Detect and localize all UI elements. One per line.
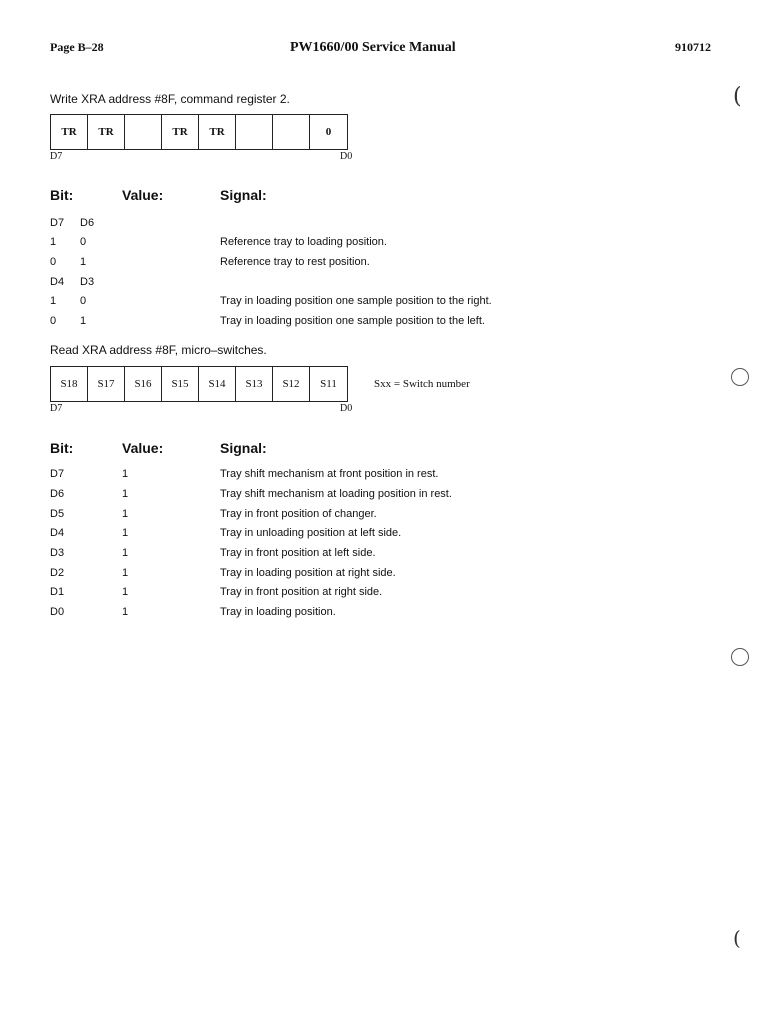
signal-text: Tray in loading position. (220, 606, 336, 618)
bit-value: 1 (122, 508, 129, 520)
bit-b: 1 (80, 315, 87, 327)
register-cell-d1 (273, 115, 310, 149)
signal-text: Tray in loading position one sample position to the right. (220, 295, 492, 307)
read-row (50, 606, 570, 622)
bit-label: D7 (50, 468, 65, 480)
bit-value: 1 (122, 547, 129, 559)
register-cell-d5: S16 (125, 367, 162, 401)
bit-label: D6 (50, 488, 65, 500)
write-register-diagram (50, 114, 348, 150)
bit-a: D7 (50, 217, 65, 229)
bit-value: 1 (122, 586, 129, 598)
bit-a: 1 (50, 295, 57, 307)
read-row (50, 527, 570, 543)
register-cell-d7: S18 (51, 367, 88, 401)
read-msb-label: D7 (50, 403, 63, 414)
page-number: Page B–28 (50, 40, 104, 54)
write-msb-label: D7 (50, 151, 63, 162)
bit-a: D4 (50, 276, 65, 288)
write-row (50, 217, 570, 233)
read-section-title: Read XRA address #8F, micro–switches. (50, 343, 267, 357)
read-col-signal: Signal: (220, 440, 267, 456)
signal-text: Tray shift mechanism at front position in rest. (220, 468, 439, 480)
binder-hole-icon (731, 648, 749, 666)
binder-mark-icon: ( (733, 926, 741, 950)
bit-b: D3 (80, 276, 95, 288)
signal-text: Tray shift mechanism at loading position in rest. (220, 488, 452, 500)
register-cell-d7: TR (51, 115, 88, 149)
write-row (50, 295, 570, 311)
register-cell-d4: S15 (162, 367, 199, 401)
register-cell-d6: S17 (88, 367, 125, 401)
register-cell-d1: S12 (273, 367, 310, 401)
register-cell-d6: TR (88, 115, 125, 149)
signal-text: Tray in loading position one sample position to the left. (220, 315, 485, 327)
bit-value: 1 (122, 606, 129, 618)
write-col-bit: Bit: (50, 187, 74, 203)
write-row (50, 256, 570, 272)
signal-text: Tray in front position at right side. (220, 586, 383, 598)
register-cell-d0: S11 (320, 378, 337, 390)
read-lsb-label: D0 (340, 403, 353, 414)
binder-hole-icon (731, 368, 749, 386)
binder-mark-icon: ( (733, 84, 742, 109)
read-register-diagram (50, 366, 348, 402)
read-row (50, 508, 570, 524)
bit-value: 1 (122, 488, 129, 500)
bit-label: D2 (50, 567, 65, 579)
register-cell-d2: S13 (236, 367, 273, 401)
read-row (50, 586, 570, 602)
document-title: PW1660/00 Service Manual (290, 40, 456, 55)
bit-b: D6 (80, 217, 95, 229)
read-row (50, 547, 570, 563)
read-row (50, 468, 570, 484)
register-cell-d4: TR (162, 115, 199, 149)
bit-a: 0 (50, 315, 57, 327)
write-col-value: Value: (122, 187, 164, 203)
write-lsb-label: D0 (340, 151, 353, 162)
document-date: 910712 (675, 40, 711, 54)
read-row (50, 488, 570, 504)
write-row (50, 315, 570, 331)
bit-label: D3 (50, 547, 65, 559)
bit-b: 1 (80, 256, 87, 268)
register-cell-d3: TR (199, 115, 236, 149)
switch-number-note: Sxx = Switch number (374, 378, 470, 390)
read-row (50, 567, 570, 583)
bit-b: 0 (80, 236, 87, 248)
write-col-signal: Signal: (220, 187, 267, 203)
bit-a: 0 (50, 256, 57, 268)
bit-value: 1 (122, 527, 129, 539)
signal-text: Reference tray to loading position. (220, 236, 387, 248)
bit-value: 1 (122, 468, 129, 480)
write-section-title: Write XRA address #8F, command register 2. (50, 92, 290, 106)
bit-label: D5 (50, 508, 65, 520)
register-cell-d3: S14 (199, 367, 236, 401)
write-row (50, 236, 570, 252)
register-cell-d5 (125, 115, 162, 149)
bit-b: 0 (80, 295, 87, 307)
bit-label: D1 (50, 586, 65, 598)
read-col-bit: Bit: (50, 440, 74, 456)
register-cell-d0: 0 (325, 126, 332, 138)
signal-text: Tray in loading position at right side. (220, 567, 396, 579)
bit-label: D0 (50, 606, 65, 618)
signal-text: Tray in front position of changer. (220, 508, 377, 520)
write-row (50, 276, 570, 292)
bit-value: 1 (122, 567, 129, 579)
bit-a: 1 (50, 236, 57, 248)
signal-text: Tray in unloading position at left side. (220, 527, 402, 539)
read-col-value: Value: (122, 440, 164, 456)
bit-label: D4 (50, 527, 65, 539)
signal-text: Tray in front position at left side. (220, 547, 376, 559)
register-cell-d2 (236, 115, 273, 149)
signal-text: Reference tray to rest position. (220, 256, 370, 268)
